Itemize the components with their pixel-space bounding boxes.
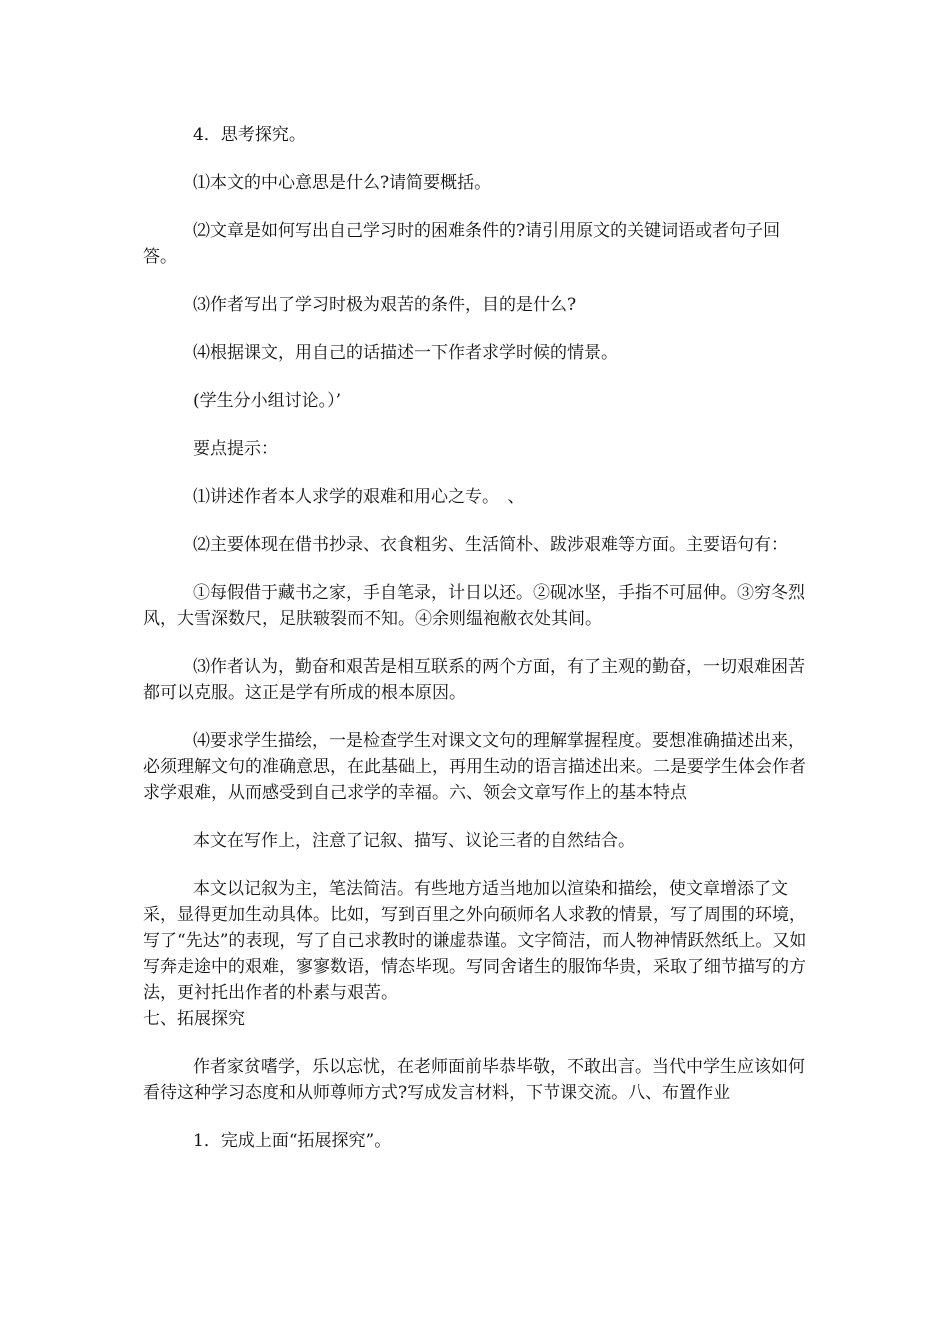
extension-task: 作者家贫嗜学，乐以忘忧，在老师面前毕恭毕敬，不敢出言。当代中学生应该如何看待这种学习态度和从师尊师方式?写成发言材料，下节课交流。八、布置作业 xyxy=(143,1057,805,1103)
homework-item-1: 1．完成上面“拓展探究”。 xyxy=(193,1131,392,1151)
answer-3: ⑶作者认为，勤奋和艰苦是相互联系的两个方面，有了主观的勤奋，一切艰难困苦都可以克服。这正是学有所成的根本原因。 xyxy=(143,657,805,703)
answer-1: ⑴讲述作者本人求学的艰难和用心之专。 、 xyxy=(193,487,525,507)
section-extension-heading: 七、拓展探究 xyxy=(143,1009,245,1029)
heading-think-explore: 4．思考探究。 xyxy=(193,125,306,145)
question-3: ⑶作者写出了学习时极为艰苦的条件，目的是什么? xyxy=(193,295,577,315)
question-1: ⑴本文的中心意思是什么?请简要概括。 xyxy=(193,173,492,193)
writing-features-summary: 本文在写作上，注意了记叙、描写、议论三者的自然结合。 xyxy=(193,831,635,851)
answer-4: ⑷要求学生描绘，一是检查学生对课文文句的理解掌握程度。要想准确描述出来，必须理解文句的准确意思，在此基础上，再用生动的语言描述出来。二是要学生体会作者求学艰难，从而感受到自己求学的幸福。六、领会文章写作上的基本特点 xyxy=(143,731,806,803)
question-4: ⑷根据课文，用自己的话描述一下作者求学时候的情景。 xyxy=(193,343,618,363)
writing-features-detail: 本文以记叙为主，笔法简洁。有些地方适当地加以渲染和描绘，使文章增添了文采，显得更加生动具体。比如，写到百里之外向硕师名人求教的情景，写了周围的环境，写了“先达”的表现，写了自己求教时的谦虚恭谨。文字简洁，而人物神情跃然纸上。又如写奔走途中的艰难，寥寥数语，情态毕现。写同舍诸生的服饰华贵，采取了细节描写的方法，更衬托出作者的朴素与艰苦。 xyxy=(143,879,807,1003)
question-2: ⑵文章是如何写出自己学习时的困难条件的?请引用原文的关键词语或者句子回答。 xyxy=(143,221,781,267)
document-body xyxy=(143,122,808,1154)
answer-2-quotes: ①每假借于藏书之家，手自笔录，计日以还。②砚冰坚，手指不可屈伸。③穷冬烈风，大雪深数尺，足肤皲裂而不知。④余则缊袍敝衣处其间。 xyxy=(143,583,805,629)
group-discussion-note: (学生分小组讨论。）’ xyxy=(193,391,342,411)
key-points-heading: 要点提示： xyxy=(193,439,278,459)
answer-2: ⑵主要体现在借书抄录、衣食粗劣、生活简朴、跋涉艰难等方面。主要语句有： xyxy=(193,535,788,555)
